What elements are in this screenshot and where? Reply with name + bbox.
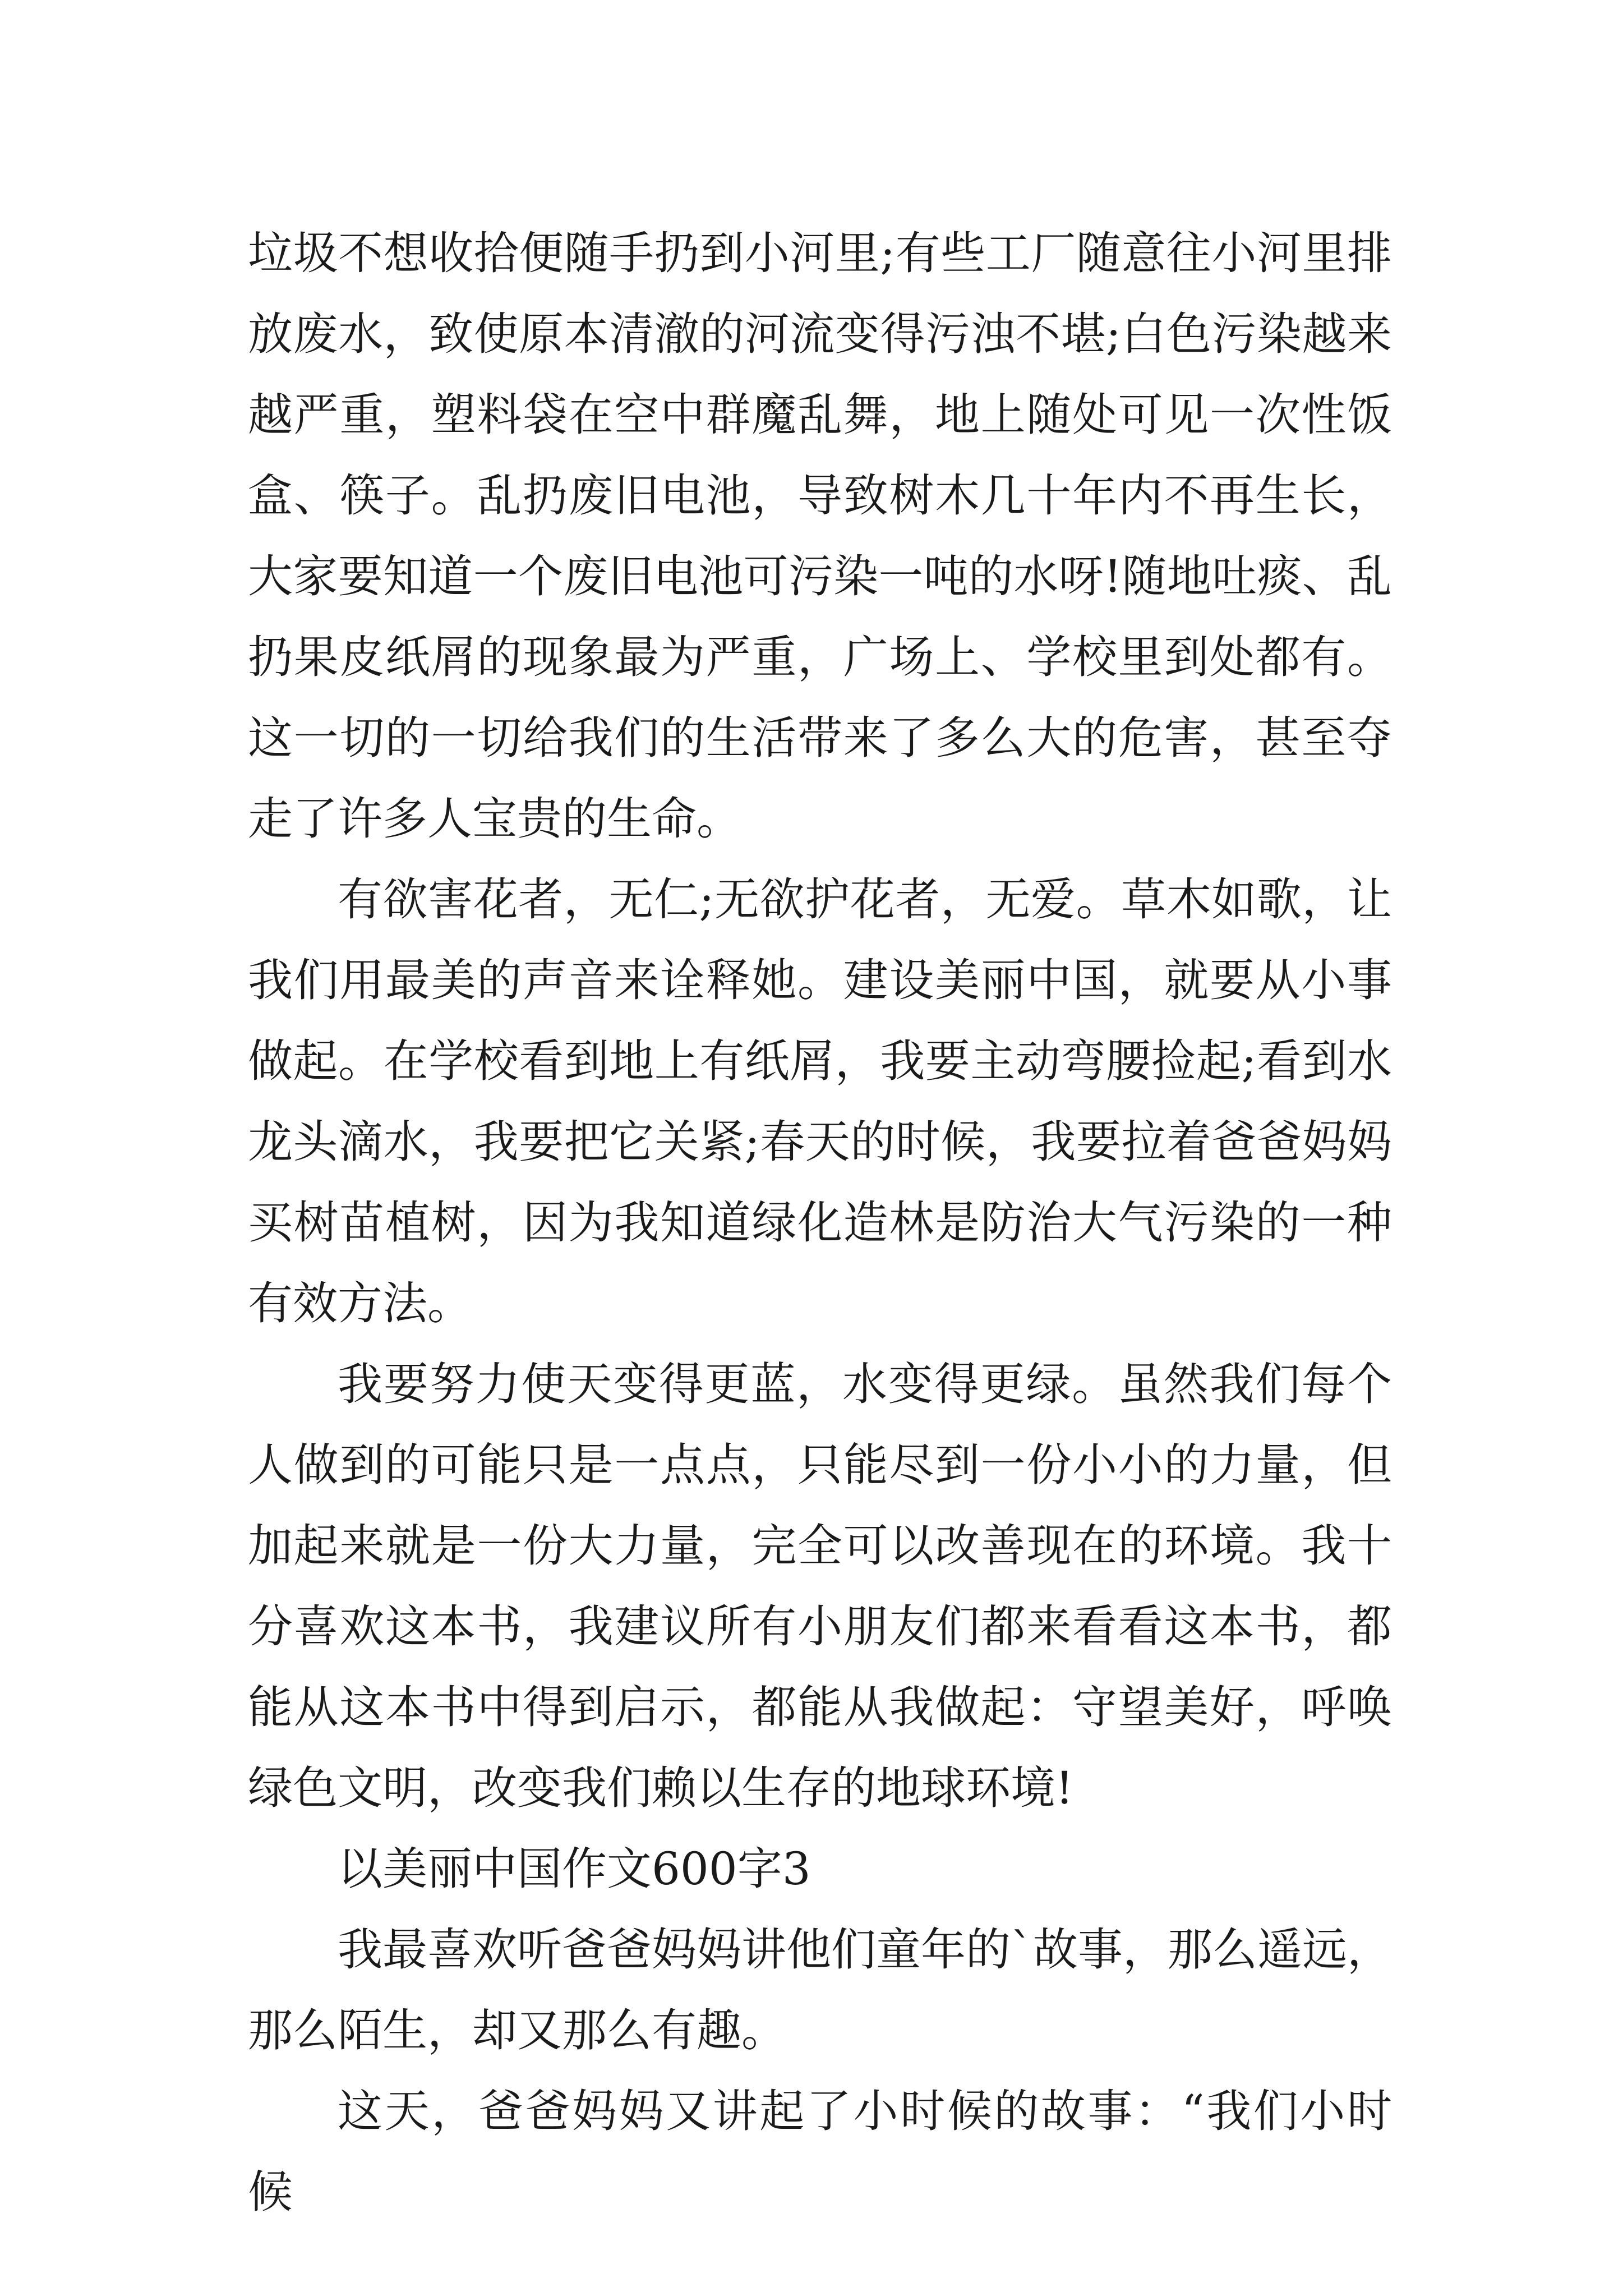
document-body	[248, 213, 1392, 2233]
paragraph-make-sky-bluer: 我要努力使天变得更蓝，水变得更绿。虽然我们每个人做到的可能只是一点点，只能尽到一份小小的力量，但加起来就是一份大力量，完全可以改善现在的环境。我十分喜欢这本书，我建议所有小朋友们都来看看这本书，都能从这本书中得到启示，都能从我做起：守望美好，呼唤绿色文明，改变我们赖以生存的地球环境!	[248, 1358, 1392, 1814]
paragraph-childhood-stories: 我最喜欢听爸爸妈妈讲他们童年的`故事，那么遥远，那么陌生，却又那么有趣。	[248, 1924, 1392, 2056]
essay-heading: 以美丽中国作文600字3	[338, 1843, 811, 1895]
paragraph-protect-flowers: 有欲害花者，无仁;无欲护花者，无爱。草木如歌，让我们用最美的声音来诠释她。建设美丽中国，就要从小事做起。在学校看到地上有纸屑，我要主动弯腰捡起;看到水龙头滴水，我要把它关紧;春天的时候，我要拉着爸爸妈妈买树苗植树，因为我知道绿化造林是防治大气污染的一种有效方法。	[248, 873, 1392, 1329]
paragraph-this-day: 这天，爸爸妈妈又讲起了小时候的故事：“我们小时候	[248, 2085, 1392, 2218]
paragraph-pollution: 垃圾不想收拾便随手扔到小河里;有些工厂随意往小河里排放废水，致使原本清澈的河流变得污浊不堪;白色污染越来越严重，塑料袋在空中群魔乱舞，地上随处可见一次性饭盒、筷子。乱扔废旧电池，导致树木几十年内不再生长，大家要知道一个废旧电池可污染一吨的水呀!随地吐痰、乱扔果皮纸屑的现象最为严重，广场上、学校里到处都有。这一切的一切给我们的生活带来了多么大的危害，甚至夺走了许多人宝贵的生命。	[248, 227, 1392, 845]
